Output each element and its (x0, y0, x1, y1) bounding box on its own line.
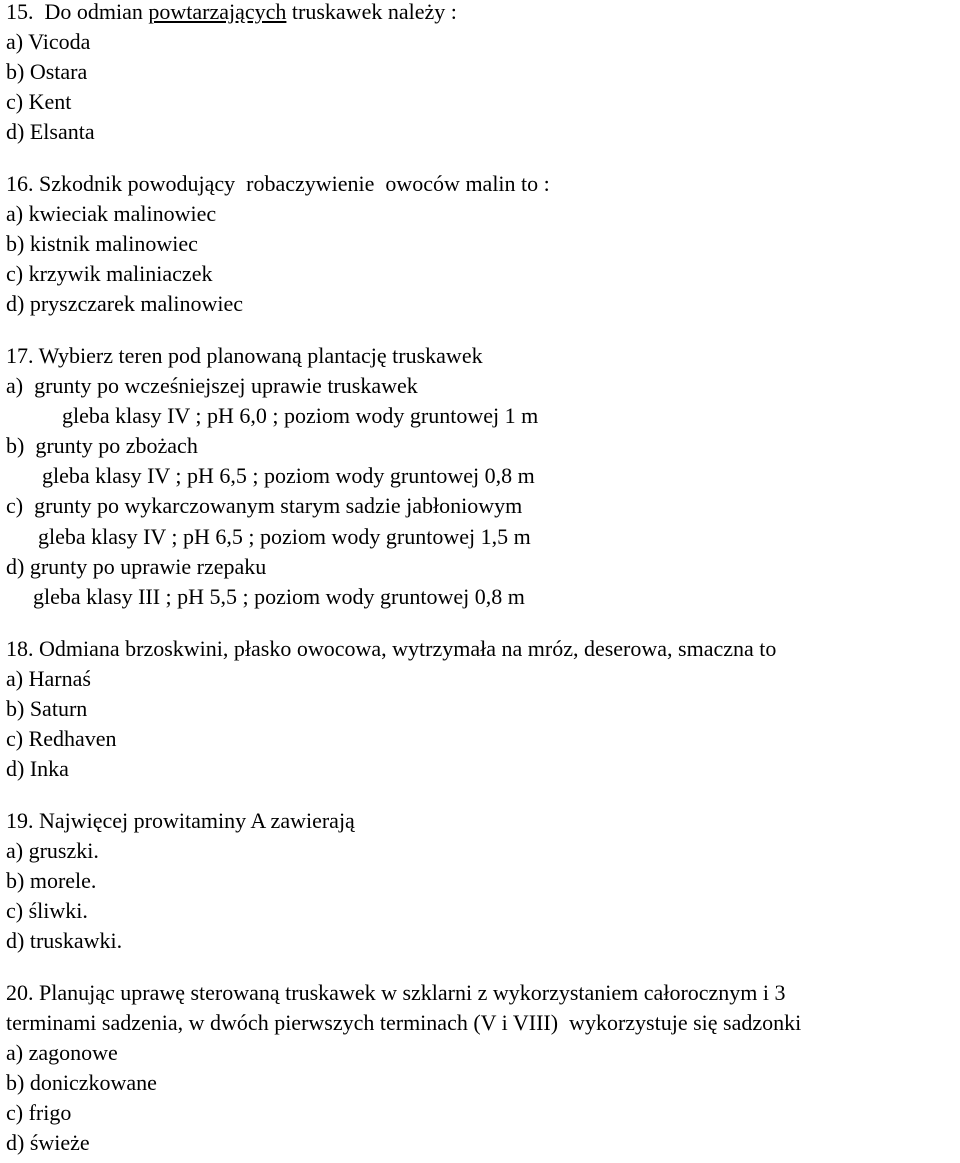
question-number: 15. (6, 0, 34, 24)
question-15 (6, 0, 457, 24)
option-16c: c) krzywik maliniaczek (6, 261, 213, 286)
option-18a: a) Harnaś (6, 666, 91, 691)
option-18c: c) Redhaven (6, 726, 117, 751)
option-19b: b) morele. (6, 868, 97, 893)
option-15b: b) Ostara (6, 59, 88, 84)
option-16a: a) kwieciak malinowiec (6, 201, 217, 226)
option-16b: b) kistnik malinowiec (6, 231, 198, 256)
question-18: 18. Odmiana brzoskwini, płasko owocowa, wytrzymała na mróz, deserowa, smaczna to (6, 636, 777, 661)
option-20c: c) frigo (6, 1100, 72, 1125)
option-17d: d) grunty po uprawie rzepaku (6, 554, 267, 579)
option-17a-detail: gleba klasy IV ; pH 6,0 ; poziom wody gruntowej 1 m (62, 403, 539, 428)
option-17a: a) grunty po wcześniejszej uprawie truskawek (6, 373, 418, 398)
question-19: 19. Najwięcej prowitaminy A zawierają (6, 808, 355, 833)
option-19c: c) śliwki. (6, 898, 88, 923)
option-15a: a) Vicoda (6, 29, 91, 54)
option-16d: d) pryszczarek malinowiec (6, 291, 243, 316)
option-20d: d) świeże (6, 1130, 90, 1155)
option-19d: d) truskawki. (6, 928, 123, 953)
option-17c: c) grunty po wykarczowanym starym sadzie jabłoniowym (6, 493, 523, 518)
question-20-line-2: terminami sadzenia, w dwóch pierwszych terminach (V i VIII) wykorzystuje się sadzonki (6, 1010, 802, 1035)
question-16: 16. Szkodnik powodujący robaczywienie owoców malin to : (6, 171, 550, 196)
question-20-line-1: 20. Planując uprawę sterowaną truskawek w szklarni z wykorzystaniem całorocznym i 3 (6, 980, 786, 1005)
question-17: 17. Wybierz teren pod planowaną plantację truskawek (6, 343, 483, 368)
option-15c: c) Kent (6, 89, 72, 114)
option-17c-detail: gleba klasy IV ; pH 6,5 ; poziom wody gruntowej 1,5 m (38, 524, 531, 549)
option-18b: b) Saturn (6, 696, 88, 721)
option-15d: d) Elsanta (6, 119, 95, 144)
underlined-word: powtarzających (148, 0, 287, 24)
option-17d-detail: gleba klasy III ; pH 5,5 ; poziom wody gruntowej 0,8 m (33, 584, 525, 609)
question-text: Do odmian (44, 0, 149, 24)
option-20b: b) doniczkowane (6, 1070, 157, 1095)
option-19a: a) gruszki. (6, 838, 99, 863)
option-17b-detail: gleba klasy IV ; pH 6,5 ; poziom wody gruntowej 0,8 m (42, 463, 535, 488)
option-20a: a) zagonowe (6, 1040, 118, 1065)
option-17b: b) grunty po zbożach (6, 433, 198, 458)
question-text-end: truskawek należy : (286, 0, 457, 24)
option-18d: d) Inka (6, 756, 69, 781)
